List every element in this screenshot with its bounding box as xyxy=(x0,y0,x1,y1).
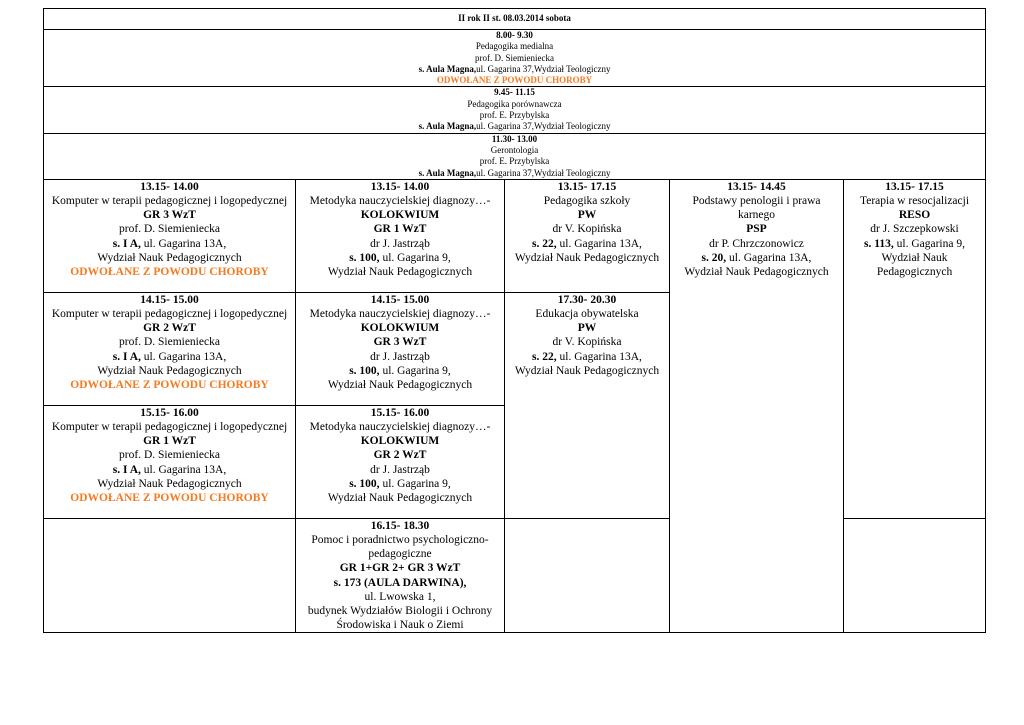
cancelled-note: ODWOŁANE Z POWODU CHOROBY xyxy=(70,266,269,279)
col3-slot-1: 13.15- 17.15 Pedagogika szkoły PW dr V. Kopińska s. 22, ul. Gagarina 13A, Wydział Nauk Pedagogicznych xyxy=(505,179,670,292)
morning-slot-2 xyxy=(44,87,986,133)
slot-time: 11.30- 13.00 xyxy=(491,133,538,144)
slot-time: 8.00- 9.30 xyxy=(496,30,533,40)
schedule-table xyxy=(43,8,986,633)
col4-slot: 13.15- 14.45 Podstawy penologii i prawa karnego PSP dr P. Chrzczonowicz s. 20, ul. Gagarina 13A, Wydział Nauk Pedagogicznych xyxy=(670,179,844,633)
slot-room: s. Aula Magna,ul. Gagarina 37,Wydział Teologiczny xyxy=(418,121,611,132)
col1-slot-1: 13.15- 14.00 Komputer w terapii pedagogicznej i logopedycznej GR 3 WzT prof. D. Siemieniecka s. I A, ul. Gagarina 13A, Wydział Nauk Pedagogicznych ODWOŁANE Z POWODU CHOROBY xyxy=(44,179,296,292)
col1-slot-2: 14.15- 15.00 Komputer w terapii pedagogicznej i logopedycznej GR 2 WzT prof. D. Siemieniecka s. I A, ul. Gagarina 13A, Wydział Nauk Pedagogicznych ODWOŁANE Z POWODU CHOROBY xyxy=(44,292,296,405)
afternoon-row-4 xyxy=(44,518,986,633)
morning-slot-3 xyxy=(44,133,986,179)
col3-slot-2: 17.30- 20.30 Edukacja obywatelska PW dr V. Kopińska s. 22, ul. Gagarina 13A, Wydział Nauk Pedagogicznych xyxy=(505,292,670,518)
col3-empty xyxy=(505,518,670,633)
schedule-title-row xyxy=(44,9,986,30)
slot-teacher: prof. D. Siemieniecka xyxy=(475,52,554,63)
afternoon-row-1 xyxy=(44,179,986,292)
col2-slot-2: 14.15- 15.00 Metodyka nauczycielskiej diagnozy…- KOLOKWIUM GR 3 WzT dr J. Jastrząb s. 100, ul. Gagarina 9, Wydział Nauk Pedagogicznych xyxy=(296,292,505,405)
col2-slot-4: 16.15- 18.30 Pomoc i poradnictwo psychologiczno-pedagogiczne GR 1+GR 2+ GR 3 WzT s. 173 (AULA DARWINA), ul. Lwowska 1, budynek Wydziałów Biologii i Ochrony Środowiska i Nauk o Ziemi xyxy=(296,518,505,633)
slot-subject: Gerontologia xyxy=(490,144,539,155)
col5-empty xyxy=(844,518,986,633)
slot-subject: Pedagogika porównawcza xyxy=(467,98,562,109)
slot-subject: Pedagogika medialna xyxy=(475,41,554,52)
cancelled-note: ODWOŁANE Z POWODU CHOROBY xyxy=(70,492,269,505)
col1-slot-3: 15.15- 16.00 Komputer w terapii pedagogicznej i logopedycznej GR 1 WzT prof. D. Siemieniecka s. I A, ul. Gagarina 13A, Wydział Nauk Pedagogicznych ODWOŁANE Z POWODU CHOROBY xyxy=(44,405,296,518)
col2-slot-1: 13.15- 14.00 Metodyka nauczycielskiej diagnozy…- KOLOKWIUM GR 1 WzT dr J. Jastrząb s. 100, ul. Gagarina 9, Wydział Nauk Pedagogicznych xyxy=(296,179,505,292)
cancelled-note: ODWOŁANE Z POWODU CHOROBY xyxy=(70,379,269,392)
col1-empty xyxy=(44,518,296,633)
col5-slot: 13.15- 17.15 Terapia w resocjalizacji RESO dr J. Szczepkowski s. 113, ul. Gagarina 9, Wydział Nauk Pedagogicznych xyxy=(844,179,986,518)
slot-teacher: prof. E. Przybylska xyxy=(479,110,550,121)
slot-teacher: prof. E. Przybylska xyxy=(479,156,550,167)
schedule-title: II rok II st. 08.03.2014 sobota xyxy=(44,9,986,30)
slot-room: s. Aula Magna,ul. Gagarina 37,Wydział Teologiczny xyxy=(418,63,611,74)
cancelled-note: ODWOŁANE Z POWODU CHOROBY xyxy=(436,75,593,86)
slot-room: s. Aula Magna,ul. Gagarina 37,Wydział Teologiczny xyxy=(418,167,611,178)
morning-slot-1 xyxy=(44,30,986,87)
col2-slot-3: 15.15- 16.00 Metodyka nauczycielskiej diagnozy…- KOLOKWIUM GR 2 WzT dr J. Jastrząb s. 100, ul. Gagarina 9, Wydział Nauk Pedagogicznych xyxy=(296,405,505,518)
slot-time: 9.45- 11.15 xyxy=(494,87,535,98)
